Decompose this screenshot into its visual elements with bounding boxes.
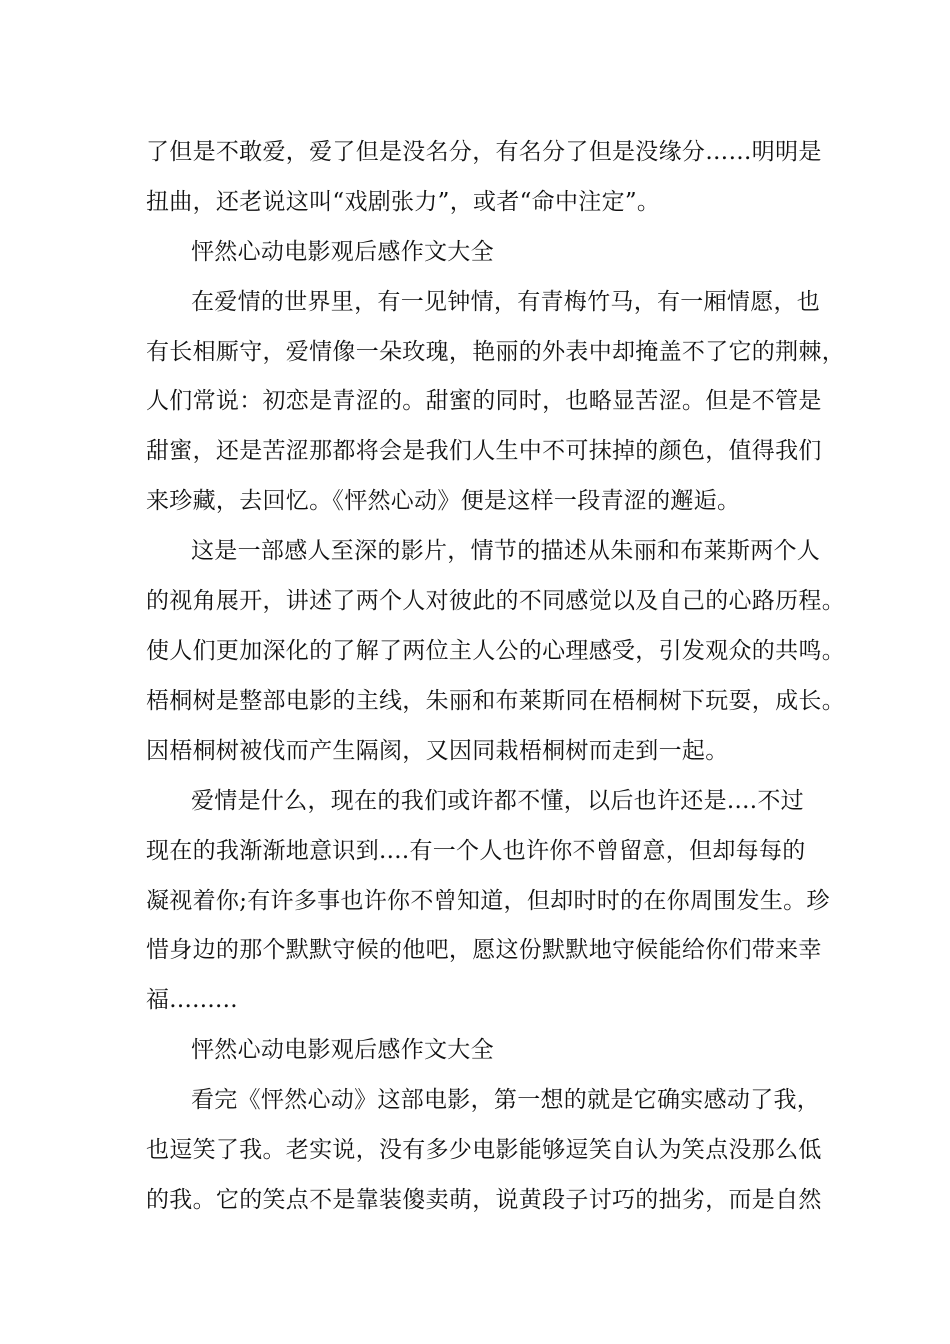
text-line: 人们常说：初恋是青涩的。甜蜜的同时，也略显苦涩。但是不管是: [146, 388, 822, 414]
text-line: 现在的我渐渐地意识到....有一个人也许你不曾留意，但却每每的: [146, 838, 806, 864]
text-line: 来珍藏，去回忆。《怦然心动》便是这样一段青涩的邂逅。: [146, 488, 741, 514]
text-line: 看完《怦然心动》这部电影，第一想的就是它确实感动了我，: [191, 1087, 821, 1113]
text-line: 甜蜜，还是苦涩那都将会是我们人生中不可抹掉的颜色，值得我们: [146, 438, 822, 464]
text-line: 了但是不敢爱，爱了但是没名分，有名分了但是没缘分……明明是: [146, 139, 822, 165]
text-line: 因梧桐树被伐而产生隔阂，又因同栽梧桐树而走到一起。: [146, 738, 729, 764]
text-line: 的我。它的笑点不是靠装傻卖萌，说黄段子讨巧的拙劣，而是自然: [146, 1187, 822, 1213]
text-line: 爱情是什么，现在的我们或许都不懂，以后也许还是....不过: [191, 788, 804, 814]
text-line: 福.........: [146, 987, 238, 1013]
text-line: 有长相厮守，爱情像一朵玫瑰，艳丽的外表中却掩盖不了它的荆棘，: [146, 339, 845, 365]
text-line: 的视角展开，讲述了两个人对彼此的不同感觉以及自己的心路历程。: [146, 588, 845, 614]
text-line: 也逗笑了我。老实说，没有多少电影能够逗笑自认为笑点没那么低: [146, 1137, 822, 1163]
text-line: 凝视着你;有许多事也许你不曾知道，但却时时的在你周围发生。珍: [146, 888, 830, 914]
text-line: 在爱情的世界里，有一见钟情，有青梅竹马，有一厢情愿，也: [191, 289, 821, 315]
text-line: 梧桐树是整部电影的主线，朱丽和布莱斯同在梧桐树下玩耍，成长。: [146, 688, 845, 714]
text-line: 扭曲，还老说这叫“戏剧张力”，或者“命中注定”。: [146, 189, 661, 215]
text-line: 惜身边的那个默默守候的他吧，愿这份默默地守候能给你们带来幸: [146, 937, 822, 963]
section-heading: 怦然心动电影观后感作文大全: [191, 1037, 494, 1063]
text-line: 使人们更加深化的了解了两位主人公的心理感受，引发观众的共鸣。: [146, 638, 845, 664]
section-heading: 怦然心动电影观后感作文大全: [191, 239, 494, 265]
text-line: 这是一部感人至深的影片，情节的描述从朱丽和布莱斯两个人: [191, 538, 821, 564]
